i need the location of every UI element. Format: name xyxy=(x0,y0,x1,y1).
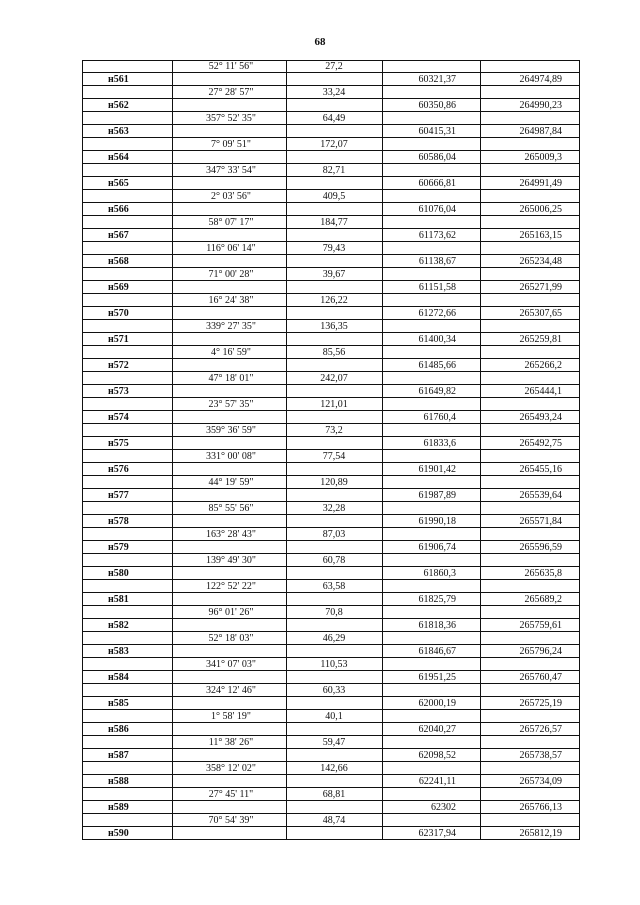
point-label: н586 xyxy=(108,724,129,735)
direction-angle: 16° 24' 38" xyxy=(208,295,254,306)
direction-angle: 7° 09' 51" xyxy=(211,139,251,150)
segment-distance: 48,74 xyxy=(322,815,346,826)
table-row-divider xyxy=(82,72,580,73)
direction-angle: 358° 12' 02" xyxy=(206,763,256,774)
coord-y: 265760,47 xyxy=(519,672,562,683)
direction-angle: 47° 18' 01" xyxy=(208,373,254,384)
coord-x: 60415,31 xyxy=(418,126,456,137)
coord-y: 264991,49 xyxy=(519,178,562,189)
segment-distance: 121,01 xyxy=(320,399,348,410)
coord-x: 62241,11 xyxy=(418,776,456,787)
segment-distance: 120,89 xyxy=(320,477,348,488)
coord-y: 265571,84 xyxy=(519,516,562,527)
coord-y: 265596,59 xyxy=(519,542,562,553)
segment-distance: 63,58 xyxy=(322,581,346,592)
segment-distance: 59,47 xyxy=(322,737,346,748)
coord-x: 61825,79 xyxy=(418,594,456,605)
coord-x: 61485,66 xyxy=(418,360,456,371)
table-column-divider xyxy=(286,60,287,840)
coord-x: 61760,4 xyxy=(423,412,456,423)
segment-distance: 60,33 xyxy=(322,685,346,696)
coord-x: 61649,82 xyxy=(418,386,456,397)
segment-distance: 68,81 xyxy=(322,789,346,800)
point-label: н580 xyxy=(108,568,129,579)
coord-x: 62098,52 xyxy=(418,750,456,761)
segment-distance: 39,67 xyxy=(322,269,346,280)
table-border-right xyxy=(579,60,580,840)
coord-x: 62000,19 xyxy=(418,698,456,709)
coord-x: 61272,66 xyxy=(418,308,456,319)
direction-angle: 116° 06' 14" xyxy=(206,243,256,254)
direction-angle: 324° 12' 46" xyxy=(206,685,256,696)
direction-angle: 2° 03' 56" xyxy=(211,191,251,202)
segment-distance: 32,28 xyxy=(322,503,346,514)
direction-angle: 122° 52' 22" xyxy=(206,581,256,592)
coord-x: 61860,3 xyxy=(423,568,456,579)
segment-distance: 409,5 xyxy=(322,191,346,202)
coord-y: 265455,16 xyxy=(519,464,562,475)
segment-distance: 87,03 xyxy=(322,529,346,540)
coord-x: 62302 xyxy=(431,802,456,813)
point-label: н572 xyxy=(108,360,129,371)
coord-y: 265726,57 xyxy=(519,724,562,735)
table-border-left xyxy=(82,60,83,840)
coord-y: 265738,57 xyxy=(519,750,562,761)
table-column-divider xyxy=(382,60,383,840)
point-label: н575 xyxy=(108,438,129,449)
coord-x: 61846,67 xyxy=(418,646,456,657)
segment-distance: 79,43 xyxy=(322,243,346,254)
direction-angle: 71° 00' 28" xyxy=(208,269,254,280)
point-label: н587 xyxy=(108,750,129,761)
direction-angle: 52° 18' 03" xyxy=(208,633,254,644)
point-label: н574 xyxy=(108,412,129,423)
direction-angle: 163° 28' 43" xyxy=(206,529,256,540)
segment-distance: 70,8 xyxy=(325,607,343,618)
segment-distance: 77,54 xyxy=(322,451,346,462)
coord-x: 61151,58 xyxy=(418,282,456,293)
direction-angle: 359° 36' 59" xyxy=(206,425,256,436)
coord-y: 265006,25 xyxy=(519,204,562,215)
coord-y: 264990,23 xyxy=(519,100,562,111)
segment-distance: 110,53 xyxy=(320,659,348,670)
segment-distance: 73,2 xyxy=(325,425,343,436)
coord-y: 265725,19 xyxy=(519,698,562,709)
first-row-distance: 27,2 xyxy=(325,61,343,72)
segment-distance: 40,1 xyxy=(325,711,343,722)
segment-distance: 126,22 xyxy=(320,295,348,306)
point-label: н566 xyxy=(108,204,129,215)
direction-angle: 331° 00' 08" xyxy=(206,451,256,462)
direction-angle: 23° 57' 35" xyxy=(208,399,254,410)
coord-x: 61076,04 xyxy=(418,204,456,215)
direction-angle: 27° 28' 57" xyxy=(208,87,254,98)
point-label: н573 xyxy=(108,386,129,397)
coord-y: 265689,2 xyxy=(524,594,562,605)
segment-distance: 85,56 xyxy=(322,347,346,358)
direction-angle: 1° 58' 19" xyxy=(211,711,251,722)
point-label: н569 xyxy=(108,282,129,293)
coord-y: 264974,89 xyxy=(519,74,562,85)
coord-x: 60666,81 xyxy=(418,178,456,189)
segment-distance: 33,24 xyxy=(322,87,346,98)
point-label: н561 xyxy=(108,74,129,85)
coord-y: 265734,09 xyxy=(519,776,562,787)
coord-x: 62317,94 xyxy=(418,828,456,839)
direction-angle: 139° 49' 30" xyxy=(206,555,256,566)
coord-x: 61173,62 xyxy=(418,230,456,241)
segment-distance: 142,66 xyxy=(320,763,348,774)
point-label: н567 xyxy=(108,230,129,241)
first-row-angle: 52° 11' 56" xyxy=(208,61,254,72)
point-label: н565 xyxy=(108,178,129,189)
point-label: н568 xyxy=(108,256,129,267)
point-label: н579 xyxy=(108,542,129,553)
page-number: 68 xyxy=(314,36,326,48)
segment-distance: 82,71 xyxy=(322,165,346,176)
point-label: н577 xyxy=(108,490,129,501)
table-border-top xyxy=(82,60,580,61)
coord-x: 61818,36 xyxy=(418,620,456,631)
coord-x: 61400,34 xyxy=(418,334,456,345)
coord-y: 265009,3 xyxy=(524,152,562,163)
coord-y: 265759,61 xyxy=(519,620,562,631)
point-label: н564 xyxy=(108,152,129,163)
point-label: н578 xyxy=(108,516,129,527)
point-label: н570 xyxy=(108,308,129,319)
segment-distance: 184,77 xyxy=(320,217,348,228)
coord-x: 60321,37 xyxy=(418,74,456,85)
point-label: н563 xyxy=(108,126,129,137)
segment-distance: 46,29 xyxy=(322,633,346,644)
point-label: н588 xyxy=(108,776,129,787)
coordinates-table xyxy=(82,60,580,840)
coord-x: 61901,42 xyxy=(418,464,456,475)
coord-y: 265812,19 xyxy=(519,828,562,839)
direction-angle: 11° 38' 26" xyxy=(208,737,254,748)
coord-y: 265271,99 xyxy=(519,282,562,293)
coord-y: 264987,84 xyxy=(519,126,562,137)
coord-x: 61833,6 xyxy=(423,438,456,449)
segment-distance: 242,07 xyxy=(320,373,348,384)
point-label: н584 xyxy=(108,672,129,683)
coord-y: 265234,48 xyxy=(519,256,562,267)
coord-x: 61987,89 xyxy=(418,490,456,501)
coord-y: 265493,24 xyxy=(519,412,562,423)
coord-y: 265259,81 xyxy=(519,334,562,345)
coord-x: 61990,18 xyxy=(418,516,456,527)
coord-x: 61951,25 xyxy=(418,672,456,683)
coord-x: 62040,27 xyxy=(418,724,456,735)
point-label: н590 xyxy=(108,828,129,839)
coord-y: 265635,8 xyxy=(524,568,562,579)
point-label: н582 xyxy=(108,620,129,631)
coord-x: 61138,67 xyxy=(418,256,456,267)
point-label: н583 xyxy=(108,646,129,657)
coord-y: 265266,2 xyxy=(524,360,562,371)
direction-angle: 58° 07' 17" xyxy=(208,217,254,228)
point-label: н571 xyxy=(108,334,129,345)
coord-y: 265492,75 xyxy=(519,438,562,449)
direction-angle: 347° 33' 54" xyxy=(206,165,256,176)
direction-angle: 27° 45' 11" xyxy=(208,789,254,800)
coord-x: 60586,04 xyxy=(418,152,456,163)
direction-angle: 85° 55' 56" xyxy=(208,503,254,514)
coord-y: 265163,15 xyxy=(519,230,562,241)
coord-y: 265307,65 xyxy=(519,308,562,319)
coord-y: 265766,13 xyxy=(519,802,562,813)
table-column-divider xyxy=(172,60,173,840)
point-label: н562 xyxy=(108,100,129,111)
coord-x: 60350,86 xyxy=(418,100,456,111)
coord-y: 265539,64 xyxy=(519,490,562,501)
direction-angle: 70° 54' 39" xyxy=(208,815,254,826)
point-label: н576 xyxy=(108,464,129,475)
point-label: н585 xyxy=(108,698,129,709)
segment-distance: 136,35 xyxy=(320,321,348,332)
direction-angle: 357° 52' 35" xyxy=(206,113,256,124)
segment-distance: 64,49 xyxy=(322,113,346,124)
direction-angle: 341° 07' 03" xyxy=(206,659,256,670)
coord-y: 265444,1 xyxy=(524,386,562,397)
segment-distance: 172,07 xyxy=(320,139,348,150)
coord-x: 61906,74 xyxy=(418,542,456,553)
direction-angle: 96° 01' 26" xyxy=(208,607,254,618)
point-label: н589 xyxy=(108,802,129,813)
direction-angle: 339° 27' 35" xyxy=(206,321,256,332)
coord-y: 265796,24 xyxy=(519,646,562,657)
segment-distance: 60,78 xyxy=(322,555,346,566)
direction-angle: 4° 16' 59" xyxy=(211,347,251,358)
direction-angle: 44° 19' 59" xyxy=(208,477,254,488)
table-column-divider xyxy=(480,60,481,840)
point-label: н581 xyxy=(108,594,129,605)
